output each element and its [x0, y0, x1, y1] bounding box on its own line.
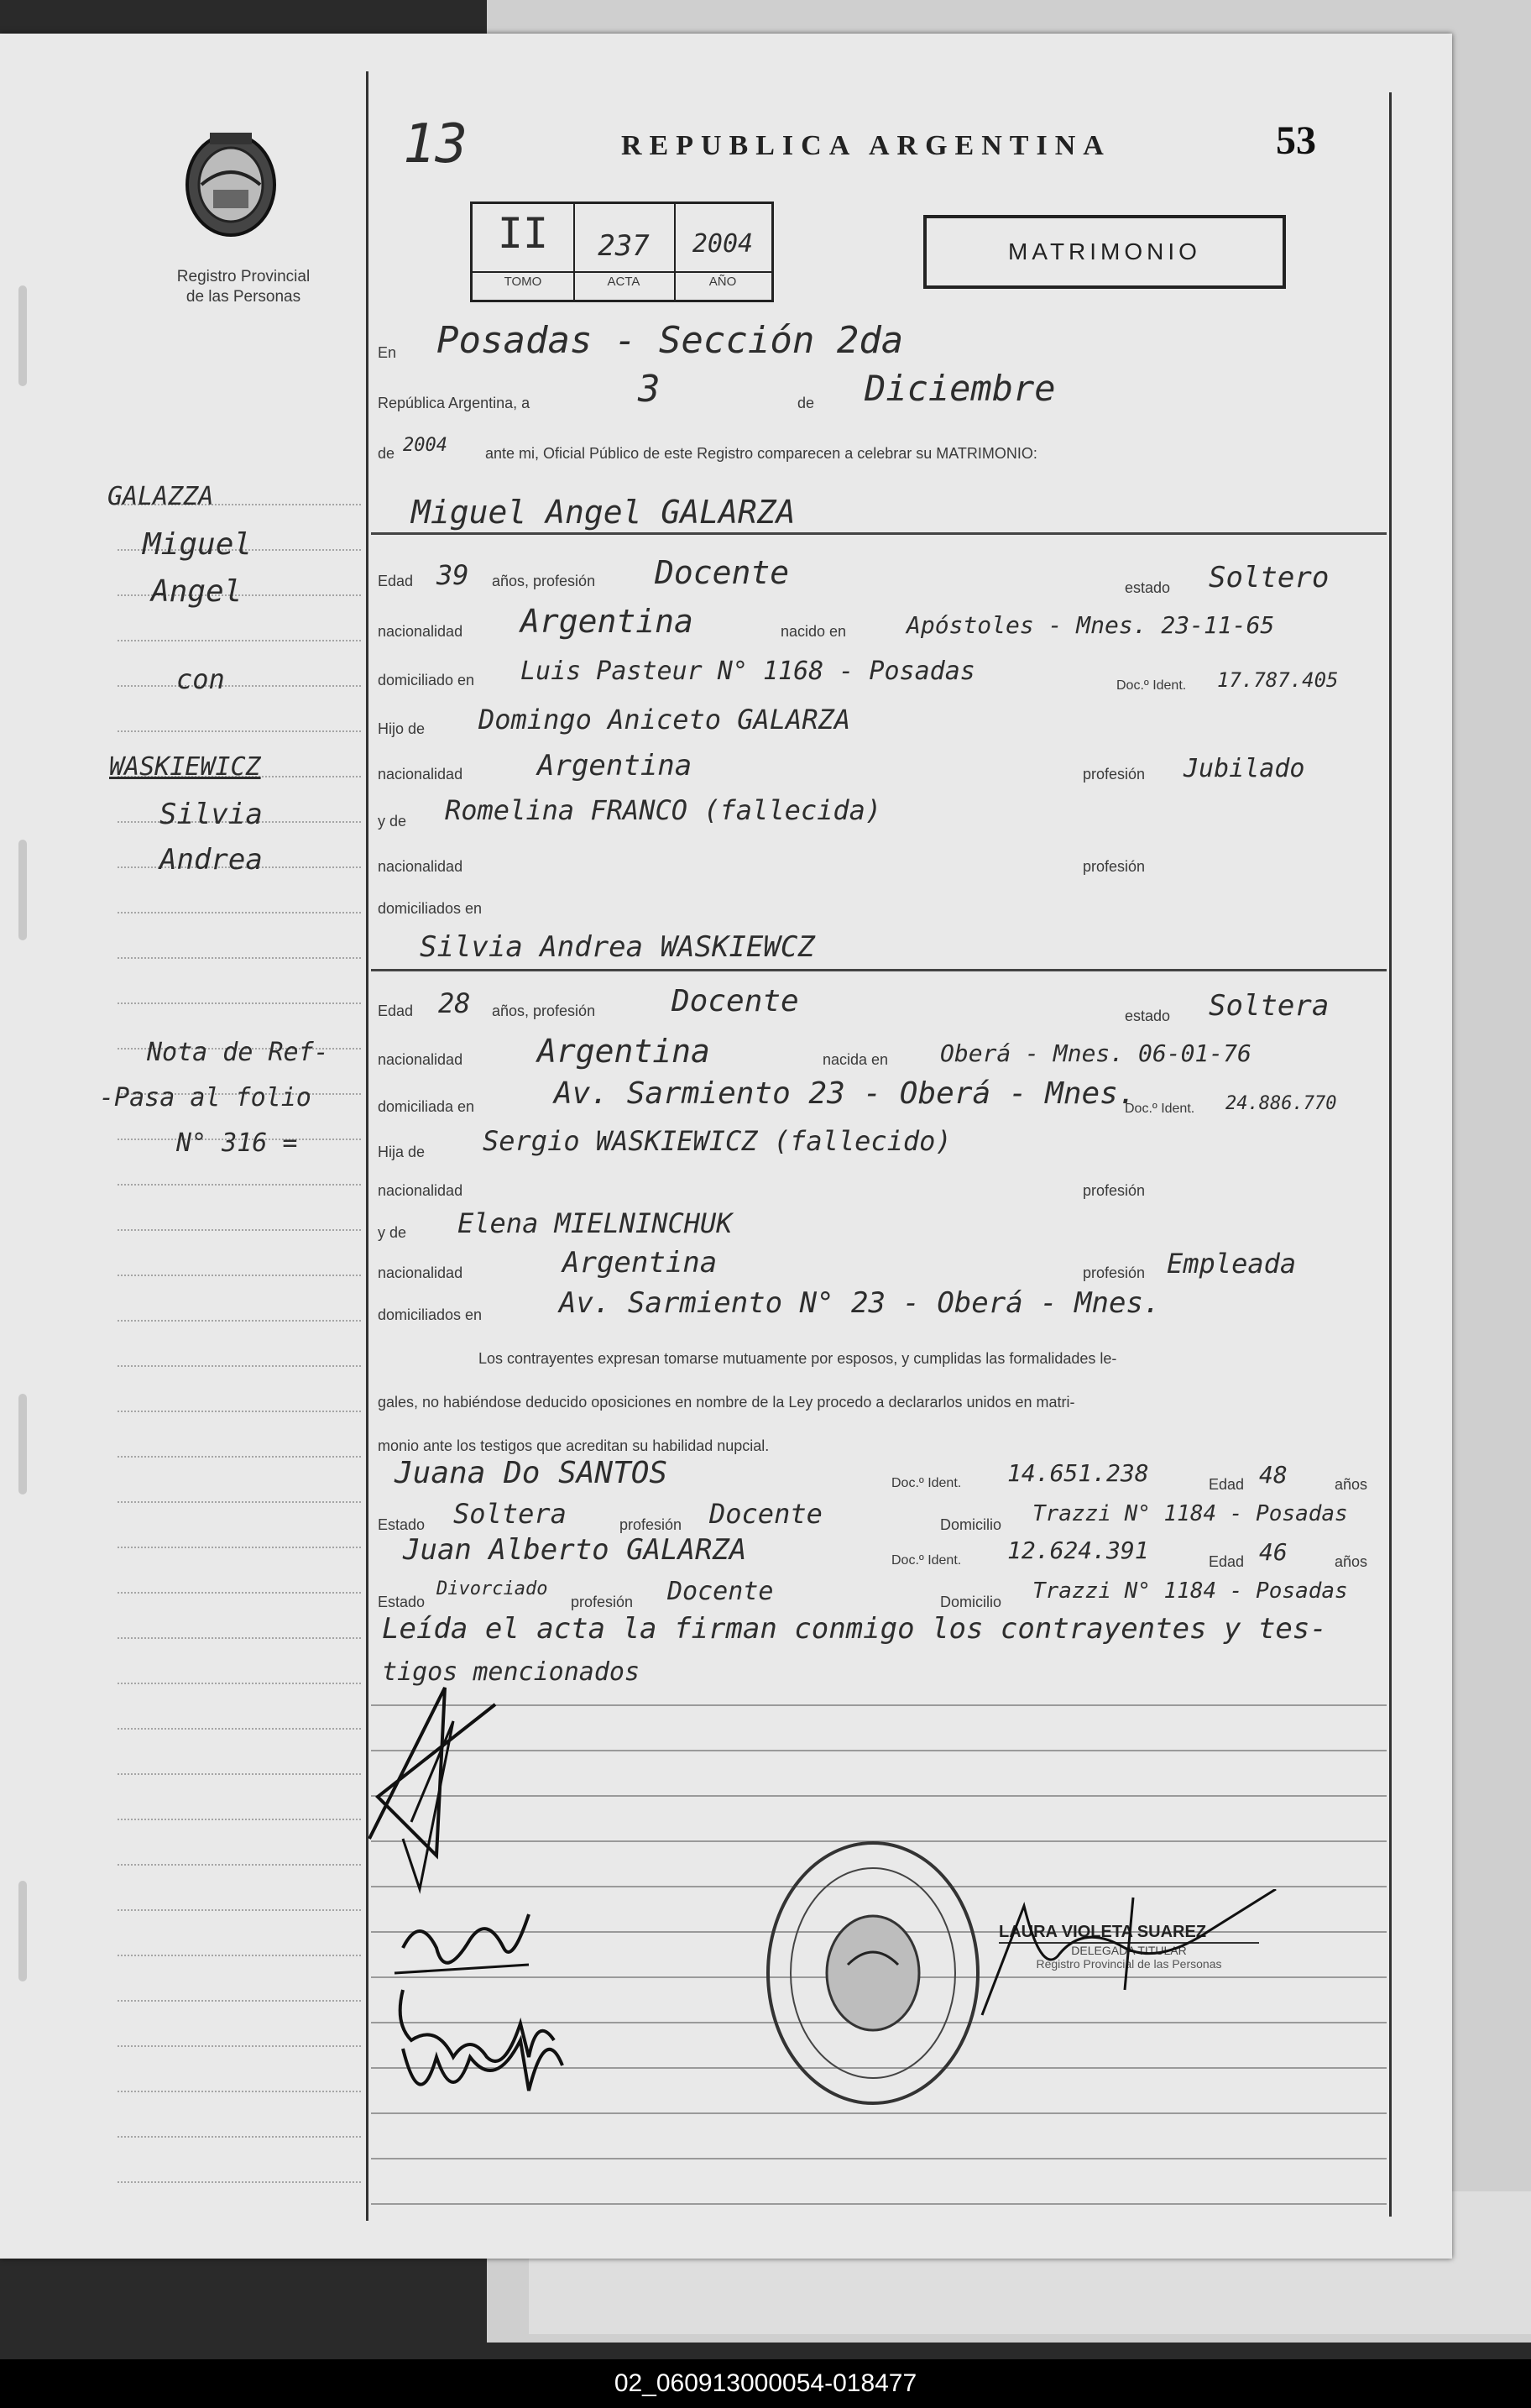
- bride-mother-nac: Argentina: [562, 1246, 718, 1280]
- bride-doc-label: Doc.º Ident.: [1125, 1102, 1195, 1116]
- bride-mother-prof: Empleada: [1167, 1248, 1297, 1280]
- binding-ring: [18, 285, 27, 386]
- margin-note-3: N° 316 =: [176, 1128, 298, 1158]
- witness1-edad-label: Edad: [1209, 1476, 1245, 1493]
- witness1-profession: Docente: [709, 1498, 823, 1530]
- bride-nac-label: nacionalidad: [378, 1051, 463, 1068]
- coat-of-arms-logo: [176, 126, 285, 243]
- groom-nac-label: nacionalidad: [378, 623, 463, 640]
- margin-rule: [118, 2181, 361, 2183]
- witness2-prof-label: profesión: [571, 1594, 634, 1610]
- margin-rule: [118, 1002, 361, 1004]
- anio-label: AÑO: [708, 275, 737, 289]
- record-box: [470, 202, 774, 302]
- groom-mother-nac-label: nacionalidad: [378, 858, 463, 875]
- document-page: [0, 34, 1452, 2259]
- witness2-doc-label: Doc.º Ident.: [891, 1553, 962, 1568]
- year-value: 2004: [403, 435, 447, 456]
- witness1-anos-label: años: [1335, 1476, 1368, 1493]
- witness1-address: Trazzi N° 1184 - Posadas: [1032, 1501, 1348, 1526]
- margin-given-2b: Andrea: [159, 843, 263, 877]
- bride-name: Silvia Andrea WASKIEWCZ: [420, 930, 815, 964]
- appearance-text: ante mi, Oficial Público de este Registro comparecen a celebrar su MATRIMONIO:: [485, 445, 1037, 462]
- bride-mother-prof-label: profesión: [1083, 1264, 1146, 1281]
- margin-rule: [118, 1320, 361, 1322]
- groom-anos-label: años, profesión: [492, 573, 596, 589]
- bride-address: Av. Sarmiento 23 - Oberá - Mnes.: [554, 1076, 1136, 1111]
- groom-father-prof-label: profesión: [1083, 766, 1146, 783]
- margin-rule: [118, 957, 361, 959]
- groom-doc: 17.787.405: [1217, 668, 1339, 692]
- bride-parents-dom-label: domiciliados en: [378, 1306, 483, 1323]
- section-box: [923, 215, 1286, 289]
- witness2-name: Juan Alberto GALARZA: [403, 1533, 747, 1567]
- witness1-doc-label: Doc.º Ident.: [891, 1476, 962, 1490]
- bride-dom-label: domiciliada en: [378, 1098, 475, 1115]
- acta-value: 237: [598, 229, 650, 263]
- section-title: MATRIMONIO: [1008, 238, 1201, 264]
- witness1-estado-label: Estado: [378, 1516, 426, 1533]
- witness1-prof-label: profesión: [619, 1516, 682, 1533]
- groom-nationality: Argentina: [520, 603, 693, 640]
- groom-name: Miguel Angel GALARZA: [411, 494, 796, 531]
- footer-bar: [0, 2359, 1531, 2408]
- margin-rule: [118, 1275, 361, 1276]
- bride-edad-label: Edad: [378, 1002, 414, 1019]
- registry-name-line2: de las Personas: [185, 288, 301, 306]
- bride-father: Sergio WASKIEWICZ (fallecido): [483, 1125, 952, 1157]
- registrar-name: LAURA VIOLETA SUAREZ: [999, 1923, 1259, 1944]
- witness2-estado-label: Estado: [378, 1594, 426, 1610]
- groom-profession: Docente: [655, 554, 790, 591]
- right-border: [1389, 92, 1392, 2217]
- acta-label: ACTA: [607, 275, 640, 289]
- bride-mother: Elena MIELNINCHUK: [457, 1207, 733, 1239]
- registry-name-line1: Registro Provincial: [176, 268, 311, 285]
- witness2-edad-label: Edad: [1209, 1553, 1245, 1570]
- year-prefix: de: [378, 445, 395, 462]
- bride-doc: 24.886.770: [1225, 1093, 1337, 1114]
- registrar-role: DELEGADA TITULAR: [1071, 1944, 1187, 1957]
- place-value: Posadas - Sección 2da: [436, 319, 904, 362]
- name-separator: [371, 532, 1387, 535]
- official-seal-stamp: [755, 1830, 990, 2116]
- signatures: [277, 1671, 613, 2141]
- witness2-anos-label: años: [1335, 1553, 1368, 1570]
- witness2-doc: 12.624.391: [1007, 1536, 1149, 1564]
- tomo-label: TOMO: [504, 275, 542, 289]
- bride-parents-dom: Av. Sarmiento N° 23 - Oberá - Mnes.: [559, 1286, 1161, 1320]
- margin-rule: [118, 1184, 361, 1186]
- page-mark: 13: [403, 113, 468, 175]
- witness2-dom-label: Domicilio: [940, 1594, 1002, 1610]
- month-value: Diciembre: [865, 368, 1056, 409]
- margin-rule: [118, 1456, 361, 1458]
- margin-rule: [118, 730, 361, 732]
- groom-edad-label: Edad: [378, 573, 414, 589]
- republica-label: República Argentina, a: [378, 395, 530, 411]
- bride-mother-nac-label: nacionalidad: [378, 1264, 463, 1281]
- witness1-name: Juana Do SANTOS: [395, 1456, 668, 1490]
- groom-hijo-label: Hijo de: [378, 720, 426, 737]
- margin-rule: [118, 1547, 361, 1548]
- registrar-signature: [974, 1889, 1293, 2023]
- bride-nationality: Argentina: [537, 1033, 710, 1070]
- bride-father-prof-label: profesión: [1083, 1182, 1146, 1199]
- margin-surname-2: WASKIEWICZ: [109, 752, 261, 782]
- en-label: En: [378, 344, 397, 361]
- groom-age: 39: [436, 559, 469, 591]
- margin-rule: [118, 1411, 361, 1412]
- binding-ring: [18, 840, 27, 940]
- bride-estado-label: estado: [1125, 1008, 1171, 1024]
- margin-rule: [118, 685, 361, 687]
- margin-given-1b: Angel: [151, 574, 243, 609]
- groom-yde-label: y de: [378, 813, 407, 830]
- margin-rule: [118, 1229, 361, 1231]
- country-title: REPUBLICA ARGENTINA: [621, 130, 1111, 161]
- declaration-line-3: monio ante los testigos que acreditan su habilidad nupcial.: [378, 1437, 770, 1454]
- margin-rule: [118, 912, 361, 913]
- bride-age: 28: [438, 987, 471, 1019]
- witness2-address: Trazzi N° 1184 - Posadas: [1032, 1578, 1348, 1604]
- declaration-line-2: gales, no habiéndose deducido oposiciones en nombre de la Ley procedo a declararlos unidos en matri-: [378, 1394, 1075, 1411]
- binding-ring: [18, 1394, 27, 1495]
- margin-con: con: [176, 663, 225, 695]
- tomo-value: II: [497, 209, 549, 258]
- binding-ring: [18, 1881, 27, 1981]
- bride-father-nac-label: nacionalidad: [378, 1182, 463, 1199]
- registrar-org: Registro Provincial de las Personas: [1036, 1957, 1222, 1971]
- groom-estado-label: estado: [1125, 579, 1171, 596]
- witness2-profession: Docente: [667, 1577, 774, 1606]
- bride-profession: Docente: [671, 984, 799, 1018]
- groom-mother: Romelina FRANCO (fallecida): [445, 794, 882, 826]
- groom-birth: Apóstoles - Mnes. 23-11-65: [907, 611, 1275, 639]
- body-rule: [371, 2158, 1387, 2159]
- margin-given-2a: Silvia: [159, 798, 263, 831]
- margin-note-1: Nota de Ref-: [147, 1038, 329, 1067]
- margin-given-1a: Miguel: [143, 527, 253, 562]
- day-value: 3: [638, 368, 661, 411]
- witness1-estado: Soltera: [453, 1498, 567, 1530]
- margin-rule: [118, 1501, 361, 1503]
- name-separator: [371, 969, 1387, 971]
- bride-hija-label: Hija de: [378, 1144, 426, 1160]
- groom-father: Domingo Aniceto GALARZA: [478, 704, 851, 735]
- witness1-doc: 14.651.238: [1007, 1459, 1149, 1487]
- margin-rule: [118, 640, 361, 641]
- witness1-dom-label: Domicilio: [940, 1516, 1002, 1533]
- margin-surname-1: GALAZZA: [107, 482, 214, 511]
- bride-anos-label: años, profesión: [492, 1002, 596, 1019]
- margin-rule: [118, 1365, 361, 1367]
- declaration-line-1: Los contrayentes expresan tomarse mutuamente por esposos, y cumplidas las formalidades le-: [478, 1350, 1117, 1367]
- margin-rule: [118, 1637, 361, 1639]
- margin-rule: [118, 1592, 361, 1594]
- groom-father-nac: Argentina: [537, 749, 692, 783]
- witness2-age: 46: [1259, 1538, 1288, 1566]
- groom-doc-label: Doc.º Ident.: [1116, 678, 1187, 693]
- bride-estado: Soltera: [1209, 989, 1330, 1023]
- groom-father-nac-label: nacionalidad: [378, 766, 463, 783]
- groom-parents-dom-label: domiciliados en: [378, 900, 483, 917]
- closing-line-1: Leída el acta la firman conmigo los contrayentes y tes-: [382, 1612, 1327, 1646]
- bride-nacida-label: nacida en: [823, 1051, 889, 1068]
- image-id-caption: 02_060913000054-018477: [614, 2369, 917, 2397]
- bride-yde-label: y de: [378, 1224, 407, 1241]
- page-number: 53: [1276, 118, 1316, 163]
- groom-nacido-label: nacido en: [781, 623, 847, 640]
- margin-note-2: -Pasa al folio: [99, 1083, 311, 1112]
- closing-line-2: tigos mencionados: [382, 1657, 640, 1687]
- bride-birth: Oberá - Mnes. 06-01-76: [940, 1039, 1251, 1067]
- witness2-estado: Divorciado: [436, 1578, 548, 1599]
- groom-dom-label: domiciliado en: [378, 672, 475, 688]
- anio-value: 2004: [692, 229, 754, 259]
- groom-mother-prof-label: profesión: [1083, 858, 1146, 875]
- witness1-age: 48: [1259, 1461, 1288, 1489]
- body-rule: [371, 2203, 1387, 2205]
- de-label: de: [797, 395, 815, 411]
- groom-estado: Soltero: [1209, 561, 1330, 594]
- groom-address: Luis Pasteur N° 1168 - Posadas: [520, 657, 975, 686]
- groom-father-prof: Jubilado: [1184, 754, 1305, 783]
